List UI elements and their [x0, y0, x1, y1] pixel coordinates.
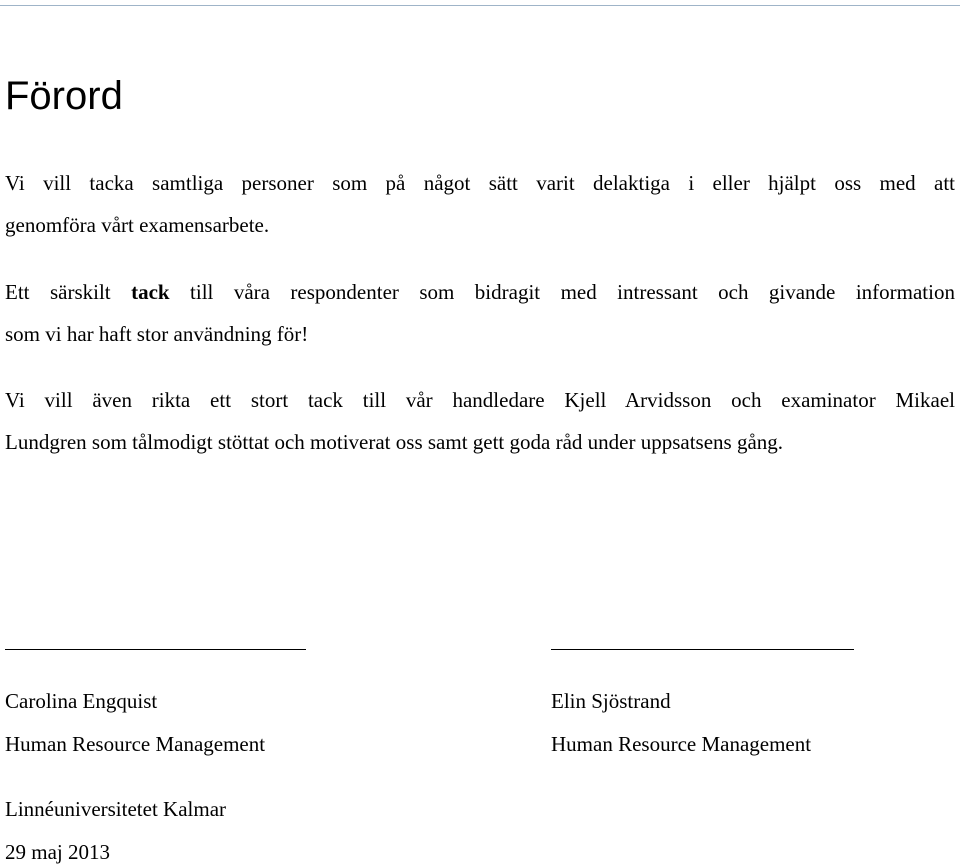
document-date: 29 maj 2013: [5, 840, 110, 864]
bold-word: tack: [131, 280, 170, 304]
paragraph-thanks: [5, 162, 955, 246]
text-segment: till våra respondenter som bidragit med intressant och givande information: [169, 280, 955, 304]
signature-name-right: Elin Sjöstrand: [551, 689, 671, 713]
page-title: Förord: [5, 74, 123, 118]
signature-program-left: Human Resource Management: [5, 732, 266, 756]
header-rule: [0, 5, 960, 6]
paragraph-line: [5, 271, 955, 313]
paragraph-line: som vi har haft stor användning för!: [5, 322, 309, 346]
paragraph-line: genomföra vårt examensarbete.: [5, 213, 270, 237]
signature-line-left: [5, 649, 306, 650]
paragraph-line: Vi vill tacka samtliga personer som på något sätt varit delaktiga i eller hjälpt oss med att: [5, 171, 955, 195]
signature-line-right: [551, 649, 854, 650]
paragraph-respondents: [5, 271, 955, 355]
paragraph-supervisors: [5, 379, 955, 463]
university-name: Linnéuniversitetet Kalmar: [5, 797, 227, 821]
signature-name-left: Carolina Engquist: [5, 689, 158, 713]
signature-program-right: Human Resource Management: [551, 732, 812, 756]
text-segment: Ett särskilt: [5, 280, 132, 304]
paragraph-line: Lundgren som tålmodigt stöttat och motiverat oss samt gett goda råd under uppsatsens gång.: [5, 430, 784, 454]
paragraph-line: Vi vill även rikta ett stort tack till vår handledare Kjell Arvidsson och examinator Mikael: [5, 388, 955, 412]
